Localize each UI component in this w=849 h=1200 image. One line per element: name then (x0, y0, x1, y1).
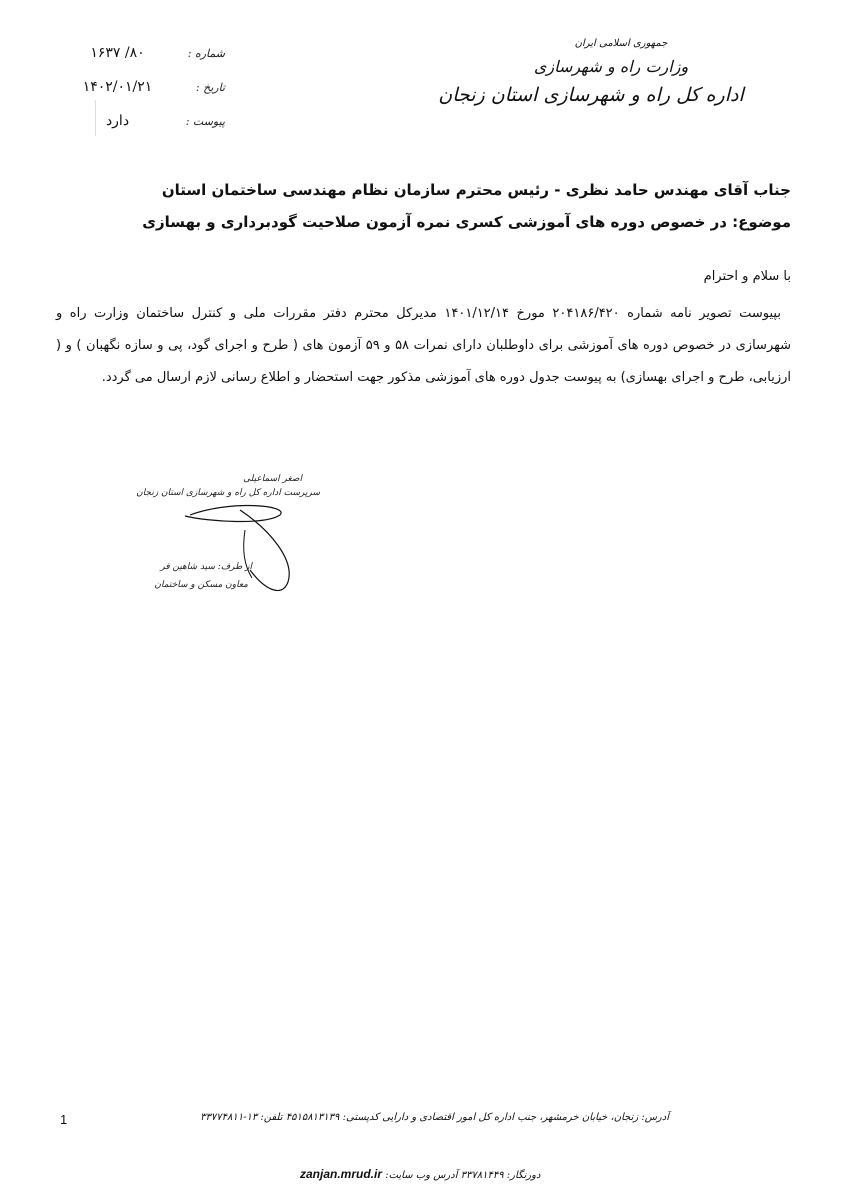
number-value: ۸۰/ ۱۶۳۷ (90, 45, 145, 61)
date-label: تاریخ : (195, 80, 225, 94)
fax-web-label: دورنگار: ۳۳۷۸۱۴۴۹ آدرس وب سایت: (385, 1170, 541, 1181)
on-behalf-line: از طرف: سید شاهین فر (160, 562, 252, 572)
signature-block (136, 470, 330, 620)
organization-header (411, 38, 771, 106)
attachment-value: دارد (105, 113, 130, 129)
attachment-label: پیوست : (185, 114, 225, 128)
letter-heading (71, 174, 791, 238)
footer-address: آدرس: زنجان، خیابان خرمشهر، جنب اداره کل امور اقتصادی و دارایی کدپستی: ۴۵۱۵۸۱۳۱۳۹ تلفن: ۱۳-۳۳۷۷۴۸۱۱ (200, 1112, 669, 1123)
footer-contact (300, 1167, 540, 1181)
meta-divider (95, 100, 96, 136)
letter-body: بپیوست تصویر نامه شماره ۲۰۴۱۸۶/۴۲۰ مورخ ۱۴۰۱/۱۲/۱۴ مدیرکل محترم دفتر مقررات ملی و کنترل ساختمان وزارت راه و شهرسازی در خصوص دوره های آموزشی برای داوطلبان دارای نمرات ۵۸ و ۵۹ آزمون های ( طرح و اجرای گود، پی و سازه نگهبان ) و ( ارزیابی، طرح و اجرای بهسازی) به پیوست جدول دوره های آموزشی مذکور جهت استحضار و اطلاع رسانی لازم ارسال می گردد. (56, 306, 791, 385)
date-value: ۱۴۰۲/۰۱/۲۱ (82, 79, 153, 95)
recipient-line: جناب آقای مهندس حامد نظری - رئیس محترم سازمان نظام مهندسی ساختمان استان (161, 181, 791, 199)
on-behalf-role: معاون مسکن و ساختمان (154, 580, 248, 590)
page-number: 1 (60, 1112, 68, 1127)
signatory-title: سرپرست اداره کل راه و شهرسازی استان زنجان (136, 488, 320, 498)
greeting: با سلام و احترام (703, 269, 791, 284)
number-row (55, 36, 225, 70)
subject-line: موضوع: در خصوص دوره های آموزشی کسری نمره آزمون صلاحیت گودبرداری و بهسازی (142, 213, 791, 231)
website-link[interactable]: zanjan.mrud.ir (300, 1167, 383, 1181)
signatory-name: اصغر اسماعیلی (243, 474, 302, 484)
date-row (55, 70, 225, 104)
attachment-row (55, 104, 225, 138)
department-name: اداره کل راه و شهرسازی استان زنجان (438, 84, 744, 106)
letter-meta (55, 36, 225, 138)
country-name: جمهوری اسلامی ایران (574, 38, 668, 49)
ministry-name: وزارت راه و شهرسازی (533, 57, 689, 76)
number-label: شماره : (187, 46, 225, 60)
